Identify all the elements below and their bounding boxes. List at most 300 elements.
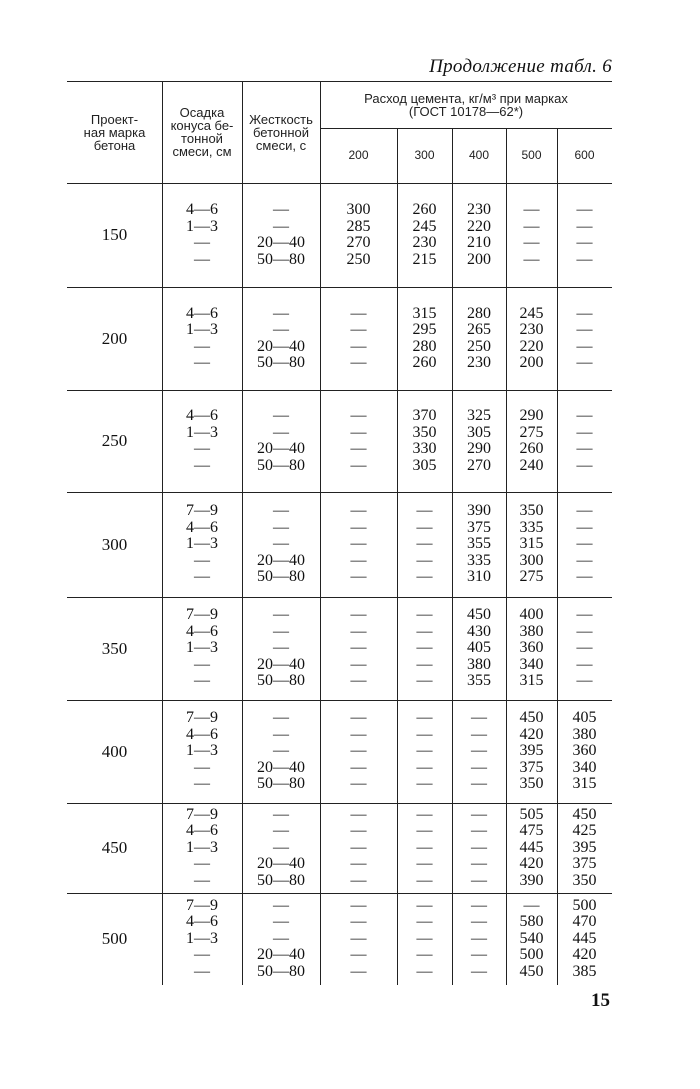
cell-value: — [350, 407, 367, 424]
cell-value: 325 [467, 407, 491, 424]
cell-c500-grade-300 [506, 503, 557, 586]
cell-c600-grade-350 [557, 607, 612, 690]
cell-value: — [273, 217, 289, 235]
cell-value: 250 [346, 250, 371, 268]
cell-value: — [350, 855, 367, 873]
cell-value: — [576, 456, 593, 474]
group-separator-rule [67, 803, 612, 804]
cell-value: 7—9 [186, 896, 218, 914]
design-grade-150: 150 [101, 225, 128, 244]
cell-c500-grade-200 [506, 306, 557, 372]
cell-value: 275 [519, 568, 544, 586]
design-grade-250: 250 [101, 431, 128, 450]
header-cone-slump-line: смеси, см [172, 144, 232, 159]
cell-value: 405 [572, 709, 597, 727]
cell-value: 260 [412, 201, 437, 218]
cell-stiffness-grade-350 [242, 607, 320, 690]
cell-value: — [350, 946, 367, 964]
cell-value: — [416, 929, 433, 947]
cell-value: 445 [519, 838, 544, 856]
cell-c600-grade-400 [557, 710, 612, 793]
cell-c500-grade-350 [506, 607, 557, 690]
cell-value: 380 [519, 622, 544, 640]
cell-value: — [273, 805, 289, 823]
cell-value: — [471, 805, 487, 823]
cell-value: 355 [467, 535, 491, 553]
cell-stiffness-grade-450 [242, 807, 320, 890]
cell-slump-grade-350 [162, 607, 242, 690]
cell-value: 220 [467, 217, 491, 235]
cell-value: 1—3 [186, 838, 218, 856]
cell-c200-grade-500 [320, 898, 397, 981]
header-design-grade [67, 113, 162, 152]
cell-value: — [416, 502, 433, 520]
cell-value: 230 [467, 201, 491, 218]
header-cement-grade-600-line: 600 [574, 148, 595, 162]
cell-value: — [416, 913, 433, 931]
cell-c200-grade-150 [320, 202, 397, 268]
cement-subheader-rule [320, 128, 612, 129]
cell-value: 340 [519, 655, 544, 673]
cell-value: — [273, 423, 289, 441]
cell-value: 7—9 [186, 709, 218, 727]
cell-c400-grade-150 [452, 202, 506, 268]
cell-value: 7—9 [186, 606, 218, 624]
cell-value: 420 [572, 946, 597, 964]
cell-value: 215 [412, 250, 437, 268]
header-design-grade-line: бетона [93, 137, 136, 153]
cell-slump-grade-450 [162, 807, 242, 890]
cell-slump-grade-300 [162, 503, 242, 586]
cell-value: 315 [519, 535, 544, 553]
cell-value: — [273, 502, 289, 520]
cell-value: 420 [519, 855, 544, 873]
cell-value: — [416, 855, 433, 873]
cell-value: — [350, 672, 367, 690]
cell-value: 1—3 [186, 423, 218, 441]
cell-value: 4—6 [186, 407, 218, 424]
cell-c200-grade-300 [320, 503, 397, 586]
cell-c500-grade-400 [506, 710, 557, 793]
cell-value: 20—40 [257, 855, 305, 873]
cell-value: 540 [519, 929, 544, 947]
design-grade-500: 500 [101, 929, 128, 948]
cell-value: — [194, 354, 210, 371]
cell-value: — [576, 423, 593, 441]
cell-value: — [416, 871, 433, 889]
cell-value: 280 [412, 337, 437, 355]
cell-value: — [194, 775, 210, 793]
cell-value: 220 [519, 337, 544, 355]
cell-value: 445 [572, 929, 597, 947]
cell-c500-grade-450 [506, 807, 557, 890]
cell-value: — [416, 805, 433, 823]
cell-value: — [194, 758, 210, 776]
cell-value: 380 [467, 655, 491, 673]
group-separator-rule [67, 492, 612, 493]
cell-value: — [416, 775, 433, 793]
cell-value: — [194, 234, 210, 251]
cell-value: — [350, 502, 367, 520]
cell-value: — [416, 606, 433, 624]
header-design-grade-line: Проект- [90, 111, 139, 127]
cell-value: 1—3 [186, 321, 218, 338]
cell-value: 50—80 [257, 354, 305, 371]
cell-value: 375 [572, 855, 597, 873]
cell-value: 500 [519, 946, 544, 964]
cell-value: — [523, 217, 540, 235]
cell-value: 335 [467, 551, 491, 569]
cell-value: 20—40 [257, 758, 305, 776]
cell-value: 4—6 [186, 913, 218, 931]
cell-value: 430 [467, 622, 491, 640]
cell-value: 260 [519, 440, 544, 457]
cell-c600-grade-450 [557, 807, 612, 890]
cell-value: 50—80 [257, 962, 305, 980]
cell-slump-grade-500 [162, 898, 242, 981]
cell-value: 1—3 [186, 929, 218, 947]
cell-value: — [273, 742, 289, 760]
header-cement-grade-200 [320, 149, 397, 162]
cell-value: 390 [519, 871, 544, 889]
cell-value: 355 [467, 672, 491, 690]
header-cement-grade-400-line: 400 [468, 148, 490, 162]
cell-value: 375 [467, 518, 491, 536]
cell-value: 20—40 [257, 337, 305, 355]
header-cement-grade-300 [397, 149, 452, 162]
cell-value: — [523, 250, 540, 268]
cell-value: 350 [519, 502, 544, 520]
cell-c400-grade-200 [452, 306, 506, 372]
cell-value: — [350, 709, 367, 727]
cell-value: 315 [412, 304, 437, 322]
cell-value: 1—3 [186, 742, 218, 760]
design-grade-450: 450 [101, 838, 128, 857]
cell-value: — [194, 855, 210, 873]
cell-value: — [416, 962, 433, 980]
cell-value: 305 [467, 423, 491, 441]
cell-c300-grade-150 [397, 202, 452, 268]
cell-value: — [471, 838, 487, 856]
cell-value: — [350, 423, 367, 441]
cell-value: — [576, 440, 593, 457]
cell-value: 450 [467, 606, 491, 624]
cell-value: 475 [519, 822, 544, 840]
cell-value: 300 [519, 551, 544, 569]
cell-value: 420 [519, 725, 544, 743]
cell-stiffness-grade-150 [242, 202, 320, 268]
cell-value: — [471, 946, 487, 964]
cell-value: 380 [572, 725, 597, 743]
cell-value: — [416, 551, 433, 569]
cell-c200-grade-450 [320, 807, 397, 890]
cell-value: — [576, 606, 593, 624]
cell-stiffness-grade-200 [242, 306, 320, 372]
cell-value: — [273, 822, 289, 840]
cell-value: — [350, 456, 367, 474]
cell-c500-grade-500 [506, 898, 557, 981]
cell-value: — [350, 440, 367, 457]
cell-value: — [350, 568, 367, 586]
cell-value: 230 [519, 321, 544, 338]
header-cement-consumption-line: (ГОСТ 10178—62*) [408, 103, 524, 119]
cell-value: — [273, 201, 289, 218]
cell-value: — [471, 896, 487, 914]
cell-value: — [350, 639, 367, 657]
cell-value: 330 [412, 440, 437, 457]
cell-value: — [273, 838, 289, 856]
cell-value: 7—9 [186, 805, 218, 823]
cell-value: — [523, 234, 540, 251]
cell-value: 20—40 [257, 551, 305, 569]
cell-c300-grade-250 [397, 408, 452, 474]
cell-c600-grade-300 [557, 503, 612, 586]
cell-value: — [350, 775, 367, 793]
cell-value: 200 [519, 354, 544, 371]
cell-value: 390 [467, 502, 491, 520]
cell-c600-grade-150 [557, 202, 612, 268]
cell-c400-grade-300 [452, 503, 506, 586]
cell-value: — [194, 440, 210, 457]
cell-value: — [350, 962, 367, 980]
cell-c300-grade-200 [397, 306, 452, 372]
cell-value: 375 [519, 758, 544, 776]
cell-value: 50—80 [257, 871, 305, 889]
cell-value: — [471, 962, 487, 980]
cell-value: 310 [467, 568, 491, 586]
cell-value: 20—40 [257, 234, 305, 251]
cell-c400-grade-350 [452, 607, 506, 690]
cell-value: — [350, 606, 367, 624]
cell-value: 1—3 [186, 639, 218, 657]
cell-value: 230 [467, 354, 491, 371]
cell-value: 395 [519, 742, 544, 760]
cell-value: 1—3 [186, 217, 218, 235]
cell-value: — [576, 201, 593, 218]
cell-value: 7—9 [186, 502, 218, 520]
cell-value: 315 [519, 672, 544, 690]
cell-value: — [471, 929, 487, 947]
cell-c600-grade-500 [557, 898, 612, 981]
cell-value: — [576, 407, 593, 424]
cell-value: 505 [519, 805, 544, 823]
cell-value: — [194, 871, 210, 889]
cell-value: 230 [412, 234, 437, 251]
cell-value: — [576, 234, 593, 251]
cell-value: — [350, 758, 367, 776]
cell-value: — [194, 946, 210, 964]
cell-value: 400 [519, 606, 544, 624]
cell-value: — [416, 535, 433, 553]
cell-value: 275 [519, 423, 544, 441]
cell-c400-grade-500 [452, 898, 506, 981]
group-separator-rule [67, 390, 612, 391]
cell-value: 450 [519, 709, 544, 727]
cell-stiffness-grade-400 [242, 710, 320, 793]
cell-c200-grade-350 [320, 607, 397, 690]
cell-value: — [273, 304, 289, 322]
cell-value: 290 [519, 407, 544, 424]
cell-value: — [194, 551, 210, 569]
cell-value: 295 [412, 321, 437, 338]
cell-c300-grade-400 [397, 710, 452, 793]
cell-value: — [273, 913, 289, 931]
cell-value: 240 [519, 456, 544, 474]
cell-value: 335 [519, 518, 544, 536]
header-cone-slump-line: Осадка [179, 105, 225, 120]
cell-value: — [350, 838, 367, 856]
cell-value: — [416, 709, 433, 727]
cell-value: — [416, 655, 433, 673]
header-cement-grade-500 [506, 149, 557, 162]
cell-value: — [194, 672, 210, 690]
cell-value: — [194, 568, 210, 586]
cell-value: 300 [346, 201, 371, 218]
cell-value: 50—80 [257, 775, 305, 793]
cell-value: — [576, 304, 593, 322]
cell-value: 260 [412, 354, 437, 371]
cell-value: — [576, 321, 593, 338]
cell-value: 305 [412, 456, 437, 474]
cell-value: 360 [519, 639, 544, 657]
cell-value: — [194, 456, 210, 474]
header-cone-slump-line: тонной [181, 131, 223, 146]
cell-value: 285 [346, 217, 371, 235]
cell-value: — [416, 725, 433, 743]
cell-c200-grade-400 [320, 710, 397, 793]
cell-value: — [350, 871, 367, 889]
cell-value: 270 [346, 234, 371, 251]
cell-value: — [273, 639, 289, 657]
cell-value: — [416, 639, 433, 657]
cell-value: 350 [572, 871, 597, 889]
cell-value: 350 [412, 423, 437, 441]
cell-value: 4—6 [186, 518, 218, 536]
cell-value: — [576, 518, 593, 536]
cell-value: — [350, 805, 367, 823]
cell-slump-grade-200 [162, 306, 242, 372]
cell-value: 340 [572, 758, 597, 776]
cell-value: 50—80 [257, 456, 305, 474]
header-cement-consumption-line: Расход цемента, кг/м³ при марках [364, 90, 568, 106]
header-cement-grade-200-line: 200 [348, 148, 369, 162]
cell-value: — [273, 321, 289, 338]
cell-value: — [576, 217, 593, 235]
cell-value: — [416, 518, 433, 536]
group-separator-rule [67, 700, 612, 701]
header-stiffness-line: бетонной [253, 124, 309, 140]
header-cement-grade-400 [452, 149, 506, 162]
group-separator-rule [67, 893, 612, 894]
cell-value: 580 [519, 913, 544, 931]
cell-value: — [273, 518, 289, 536]
cell-value: 270 [467, 456, 491, 474]
header-stiffness [242, 113, 320, 152]
cell-value: — [416, 672, 433, 690]
cell-value: 470 [572, 913, 597, 931]
cell-value: 265 [467, 321, 491, 338]
cell-value: 4—6 [186, 725, 218, 743]
cell-value: — [471, 742, 487, 760]
cell-value: 20—40 [257, 946, 305, 964]
cell-value: 245 [519, 304, 544, 322]
header-stiffness-line: Жесткость [249, 111, 313, 127]
cell-c500-grade-250 [506, 408, 557, 474]
header-bottom-rule [67, 183, 612, 184]
header-cement-grade-300-line: 300 [414, 148, 435, 162]
cell-value: — [273, 896, 289, 914]
cell-stiffness-grade-500 [242, 898, 320, 981]
cell-slump-grade-250 [162, 408, 242, 474]
cell-value: — [273, 929, 289, 947]
cell-value: — [194, 962, 210, 980]
cell-value: 20—40 [257, 440, 305, 457]
cell-c400-grade-250 [452, 408, 506, 474]
cell-stiffness-grade-300 [242, 503, 320, 586]
cell-value: 280 [467, 304, 491, 322]
cell-value: — [576, 639, 593, 657]
cell-value: 405 [467, 639, 491, 657]
cell-value: — [576, 551, 593, 569]
cell-value: — [416, 622, 433, 640]
cell-value: — [350, 321, 367, 338]
cell-value: — [576, 568, 593, 586]
cell-value: — [416, 822, 433, 840]
cell-value: — [273, 535, 289, 553]
cell-value: 360 [572, 742, 597, 760]
cell-value: 20—40 [257, 655, 305, 673]
cell-c300-grade-450 [397, 807, 452, 890]
table-top-rule [67, 81, 612, 82]
cell-value: 350 [519, 775, 544, 793]
cell-c300-grade-300 [397, 503, 452, 586]
cell-value: — [350, 655, 367, 673]
cell-value: 500 [572, 896, 597, 914]
cell-slump-grade-400 [162, 710, 242, 793]
cell-value: 4—6 [186, 201, 218, 218]
cell-value: — [471, 775, 487, 793]
cell-value: — [273, 606, 289, 624]
table-caption: Продолжение табл. 6 [429, 56, 612, 77]
cell-value: 450 [572, 805, 597, 823]
cell-value: — [576, 672, 593, 690]
cell-value: — [350, 304, 367, 322]
cell-c300-grade-350 [397, 607, 452, 690]
cell-value: — [576, 502, 593, 520]
cell-value: — [273, 622, 289, 640]
cell-value: — [350, 551, 367, 569]
group-separator-rule [67, 287, 612, 288]
cell-value: — [416, 758, 433, 776]
header-cement-grade-600 [557, 149, 612, 162]
cell-value: — [576, 535, 593, 553]
cell-value: — [350, 742, 367, 760]
cell-value: — [350, 354, 367, 371]
cell-value: — [576, 337, 593, 355]
cell-value: — [194, 337, 210, 355]
header-cement-consumption [320, 92, 612, 118]
cell-c400-grade-450 [452, 807, 506, 890]
cell-value: 50—80 [257, 672, 305, 690]
cell-c300-grade-500 [397, 898, 452, 981]
cell-value: — [576, 622, 593, 640]
cell-value: — [350, 622, 367, 640]
design-grade-200: 200 [101, 328, 128, 348]
cell-value: — [416, 946, 433, 964]
cell-value: — [416, 568, 433, 586]
cell-value: 290 [467, 440, 491, 457]
cell-value: — [350, 913, 367, 931]
